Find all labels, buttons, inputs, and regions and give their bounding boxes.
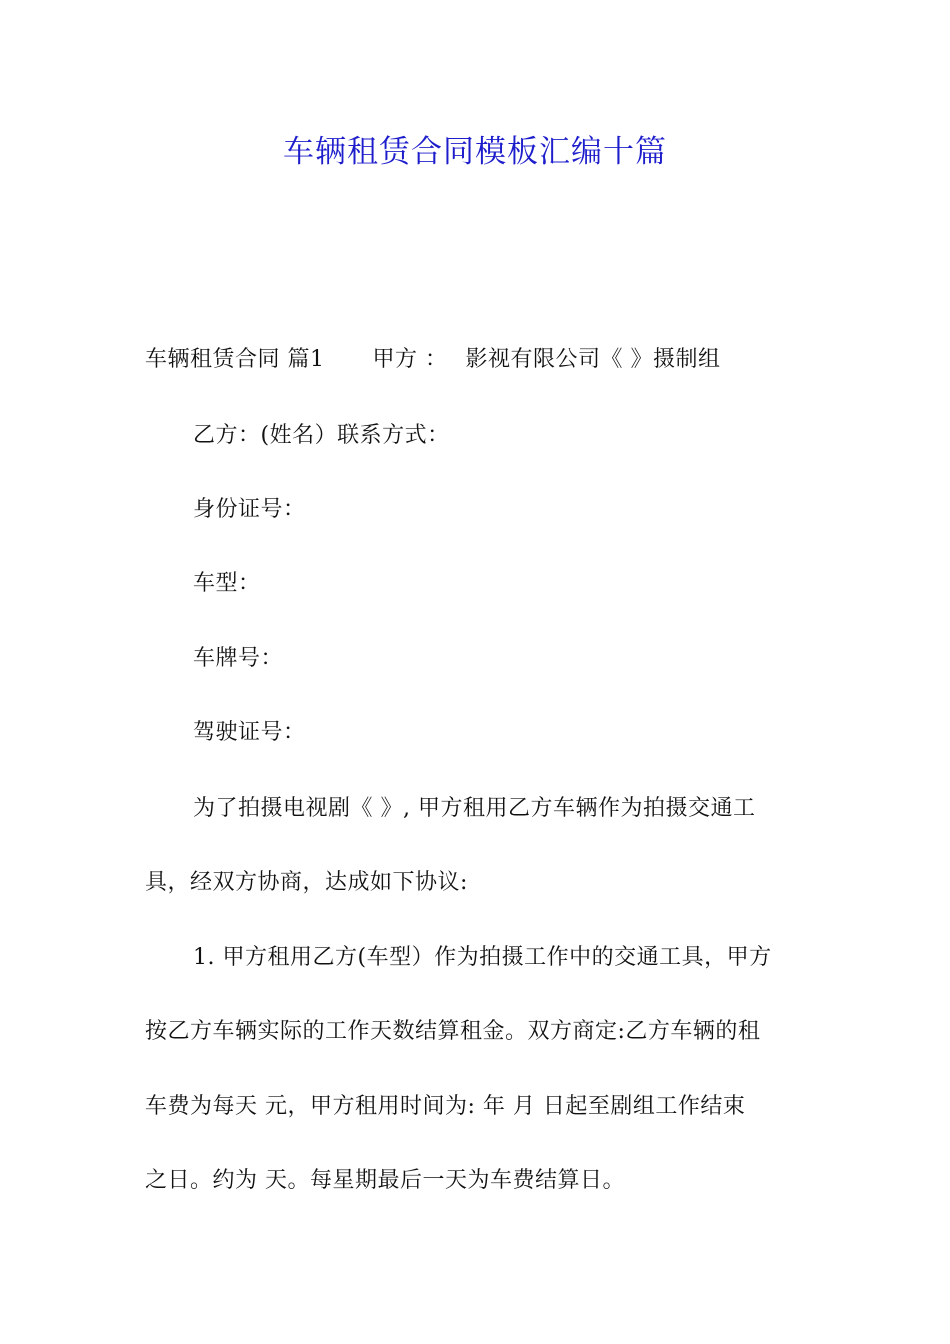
- paragraph-line: 具，经双方协商，达成如下协议:: [145, 870, 468, 895]
- party-a-label: 甲方 ：: [372, 347, 448, 372]
- party-b-line: 乙方：(姓名）联系方式：: [193, 423, 450, 448]
- section-label: 车辆租赁合同 篇1: [145, 347, 325, 372]
- paragraph-line: 按乙方车辆实际的工作天数结算租金。双方商定:乙方车辆的租: [145, 1019, 761, 1044]
- license-number-line: 驾驶证号：: [193, 720, 306, 745]
- plate-number-line: 车牌号：: [193, 646, 284, 671]
- car-model-line: 车型：: [193, 571, 261, 596]
- contract-heading-line: [145, 345, 721, 375]
- paragraph-line: 1. 甲方租用乙方(车型）作为拍摄工作中的交通工具，甲方: [193, 945, 772, 970]
- paragraph-line: 车费为每天 元，甲方租用时间为: 年 月 日起至剧组工作结束: [145, 1094, 746, 1119]
- document-title: 车辆租赁合同模板汇编十篇: [283, 134, 667, 170]
- paragraph-line: 之日。约为 天。每星期最后一天为车费结算日。: [145, 1168, 625, 1193]
- id-number-line: 身份证号：: [193, 497, 306, 522]
- paragraph-line: 为了拍摄电视剧《 》, 甲方租用乙方车辆作为拍摄交通工: [193, 796, 756, 821]
- party-a-value: 影视有限公司《 》摄制组: [465, 347, 721, 372]
